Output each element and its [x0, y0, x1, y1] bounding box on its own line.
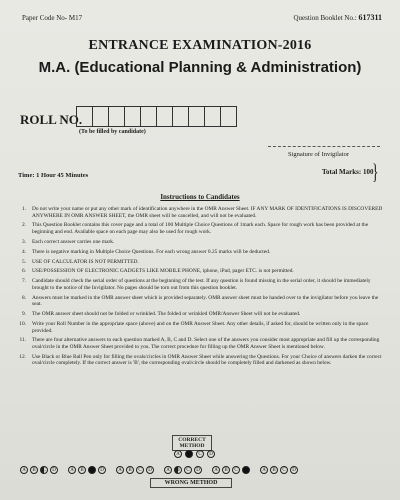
instruction-number: 2.	[21, 222, 26, 229]
wrong-answer-bubble: C	[232, 466, 240, 474]
booklet-value: 617311	[358, 13, 382, 22]
wrong-answer-bubble: D	[194, 466, 202, 474]
instruction-text: There is negative marking in Multiple Choice Questions. For each wrong answer 0.25 marks will be deducted.	[32, 248, 271, 255]
instruction-number: 5.	[21, 258, 26, 265]
instruction-number: 12.	[19, 353, 26, 360]
wrong-answer-bubble: D	[146, 466, 154, 474]
answer-bubble: C	[196, 450, 204, 458]
instruction-number: 4.	[21, 248, 26, 255]
correct-method-bubbles	[174, 450, 218, 458]
instruction-number: 11.	[19, 337, 26, 344]
time-allowed: Time: 1 Hour 45 Minutes	[18, 172, 89, 179]
wrong-answer-bubble: A	[260, 466, 268, 474]
instruction-text: There are four alternative answers to each question marked A, B, C and D. Select one of the answers you consider most appropriate and fill up the corresponding oval/circle in the OMR Answer Sheet provided to you. The correct procedure for filling up the OMR Answer Sheet is mentioned below.	[32, 337, 380, 350]
instruction-text: The OMR answer sheet should not be folded or wrinkled. The folded or wrinkled OMR/Answer Sheet will not be evaluated.	[32, 311, 301, 318]
instruction-item	[14, 249, 384, 256]
instruction-text: USE/POSSESSION OF ELECTRONIC GADGETS LIKE MOBILE PHONE, iphone, iPad, pager ETC. is not permitted.	[32, 268, 294, 275]
wrong-answer-bubble: B	[126, 466, 134, 474]
roll-digit-box[interactable]	[204, 106, 221, 127]
answer-bubble: A	[174, 450, 182, 458]
wrong-answer-bubble: A	[68, 466, 76, 474]
wrong-answer-bubble: D	[290, 466, 298, 474]
wrong-answer-bubble: B	[174, 466, 182, 474]
instruction-item	[14, 295, 384, 308]
wrong-answer-bubble: A	[116, 466, 124, 474]
roll-digit-box[interactable]	[92, 106, 109, 127]
wrong-answer-bubble: D	[242, 466, 250, 474]
wrong-answer-bubble: D	[50, 466, 58, 474]
booklet-label: Question Booklet No.:	[293, 14, 357, 22]
signature-line	[268, 146, 380, 147]
answer-bubble: D	[207, 450, 215, 458]
instruction-item	[14, 239, 384, 246]
wrong-answer-bubble: C	[184, 466, 192, 474]
instruction-item	[14, 337, 384, 350]
exam-subtitle: M.A. (Educational Planning & Administration)	[38, 59, 362, 76]
instruction-item	[14, 222, 384, 235]
instruction-text: This Question Booklet contains this cover page and a total of 100 Multiple Choice Questions of 1mark each. Space for rough work has been provided at the beginning and end. Available space on each page may also be used for rough work.	[32, 222, 369, 235]
brace-glyph: }	[372, 159, 379, 184]
instruction-item	[14, 206, 384, 219]
wrong-answer-bubble: D	[98, 466, 106, 474]
signature-label: Signature of Invigilator	[288, 151, 350, 158]
instruction-item	[14, 321, 384, 334]
instruction-text: Candidate should check the serial order of questions at the beginning of the test. If any question is found missing in the serial order, it should be immediately brought to the notice of the Invigilator. No pages should be torn out from this question booklet.	[32, 278, 371, 291]
wrong-method-label: WRONG METHOD	[150, 478, 232, 488]
wrong-answer-bubble: B	[222, 466, 230, 474]
wrong-answer-bubble: A	[20, 466, 28, 474]
instruction-text: Do not write your name or put any other mark of identification anywhere in the OMR Answer Sheet. IF ANY MARK OF IDENTIFICATIONS IS DISCOVERED ANYWHERE IN OMR ANSWER SHEET, the OMR sheet will be cancelled, and will not be evaluated.	[32, 206, 383, 219]
instruction-number: 9.	[21, 311, 26, 318]
wrong-answer-bubble: A	[164, 466, 172, 474]
instruction-number: 7.	[21, 278, 26, 285]
roll-number-boxes	[76, 106, 236, 127]
total-marks: Total Marks: 100	[322, 168, 374, 176]
exam-title: ENTRANCE EXAMINATION-2016	[88, 38, 312, 53]
answer-bubble-filled: B	[185, 450, 193, 458]
instruction-number: 10.	[19, 321, 26, 328]
roll-digit-box[interactable]	[124, 106, 141, 127]
roll-digit-box[interactable]	[172, 106, 189, 127]
roll-note: (To be filled by candidate)	[79, 129, 146, 135]
wrong-answer-bubble: B	[270, 466, 278, 474]
instruction-item	[14, 311, 384, 318]
roll-digit-box[interactable]	[156, 106, 173, 127]
roll-digit-box[interactable]	[76, 106, 93, 127]
wrong-answer-bubble: C	[280, 466, 288, 474]
wrong-method-bubbles	[20, 466, 308, 474]
roll-digit-box[interactable]	[108, 106, 125, 127]
instructions-heading-text: Instructions to Candidates	[160, 193, 240, 201]
instruction-text: USE OF CALCULATOR IS NOT PERMITTED.	[32, 258, 139, 265]
wrong-answer-bubble: C	[88, 466, 96, 474]
instruction-item	[14, 268, 384, 275]
wrong-answer-bubble: B	[30, 466, 38, 474]
instruction-number: 3.	[21, 238, 26, 245]
wrong-answer-bubble: C	[40, 466, 48, 474]
instructions-list	[14, 206, 384, 370]
instruction-number: 1.	[21, 206, 26, 212]
instruction-text: Answers must be marked in the OMR answer sheet which is provided separately. OMR answer sheet must be handed over to the invigilator before you leave the seat.	[32, 294, 379, 308]
wrong-answer-bubble: B	[78, 466, 86, 474]
roll-digit-box[interactable]	[188, 106, 205, 127]
wrong-answer-bubble: C	[136, 466, 144, 474]
instruction-text: Write your Roll Number in the appropriate space (above) and on the OMR Answer Sheet. Any other details, if asked for, should be written only in the space provided.	[32, 321, 369, 334]
instruction-item	[14, 354, 384, 367]
booklet-number	[293, 13, 382, 22]
roll-label: ROLL NO.	[20, 112, 83, 127]
correct-method-label: CORRECT METHOD	[172, 435, 212, 451]
roll-digit-box[interactable]	[140, 106, 157, 127]
instructions-heading	[0, 193, 400, 201]
instruction-text: Each correct answer carries one mark.	[32, 238, 115, 245]
instruction-number: 8.	[21, 294, 26, 301]
instruction-item	[14, 278, 384, 291]
instruction-text: Use Black or Blue Ball Pen only for filling the ovals/circles in OMR Answer Sheet while answering the Questions. For your Choice of answers darken the correct oval/circle completely. If the correct answer is 'B', the corresponding oval/circle should be completely filled and darkened as shown below.	[32, 353, 382, 367]
wrong-answer-bubble: A	[212, 466, 220, 474]
instruction-number: 6.	[21, 268, 26, 275]
instruction-item	[14, 259, 384, 266]
paper-code: Paper Code No- M17	[22, 14, 83, 22]
roll-digit-box[interactable]	[220, 106, 237, 127]
